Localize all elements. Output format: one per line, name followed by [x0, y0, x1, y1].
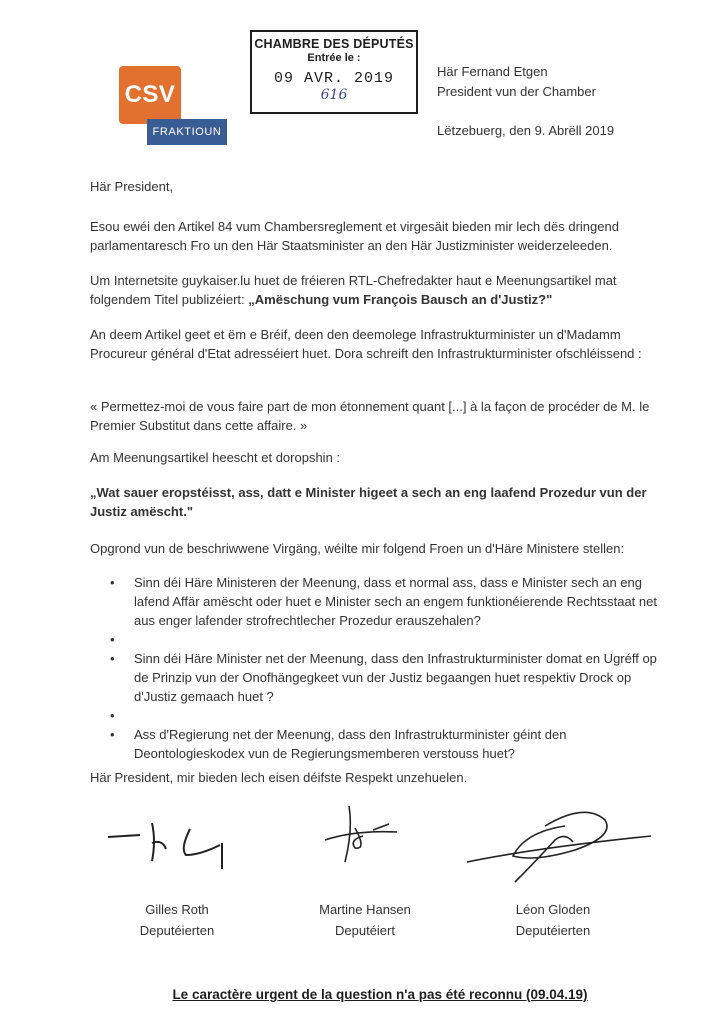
paragraph-questions-intro: Opgrond vun de beschriwwene Virgäng, wéilte mir folgend Froen un d'Häre Ministere stellen:	[90, 541, 625, 556]
quote-french: « Permettez-moi de vous faire part de mon étonnement quant [...] à la façon de procéder de M. le Premier Substitut dans cette affaire. »	[90, 399, 650, 433]
list-item: • Sinn déi Häre Ministeren der Meenung, dass et normal ass, dass e Minister sech an eng lafend Affär amëscht oder huet e Minister sech an engem funktionéierende Rechtsstaat net aus enger lafender strofrechtlecher Prozedur erauszehalen?	[108, 573, 668, 630]
logo-sub-text: FRAKTIOUN	[152, 126, 222, 138]
paragraph-intro: Esou ewéi den Artikel 84 vum Chambersreglement et virgesäit bieden mir lech dës dringend parlamentaresch Fro un den Här Staatsminister an den Här Justizminister weiderzeleeden.	[90, 219, 619, 253]
signatory-roth	[107, 899, 247, 941]
place-date: Lëtzebuerg, den 9. Abrëll 2019	[437, 123, 615, 138]
list-item: • Ass d'Regierung net der Meenung, dass den Infrastrukturminister géint den Deontologieskodex vun de Regierungsmemberen verstouss huet?	[108, 725, 668, 763]
salutation: Här President,	[90, 179, 174, 194]
bold-quote: „Wat sauer eropstéisst, ass, datt e Minister higeet a sech an eng laafend Prozedur vun der Justiz amëscht."	[90, 485, 647, 519]
signature-hansen	[315, 800, 410, 865]
list-item	[108, 630, 668, 649]
signatory-gloden	[483, 899, 623, 941]
paragraph-source-text: Um Internetsite guykaiser.lu huet de fréieren RTL-Chefredakter haut e Meenungsartikel mat folgendem Titel publizéiert:	[90, 273, 617, 307]
signatory-name: Gilles Roth	[145, 902, 209, 917]
stamp-title: CHAMBRE DES DÉPUTÉS	[254, 37, 414, 51]
paragraph-letter: An deem Artikel geet et ëm e Bréif, deen den deemolege Infrastrukturminister un d'Madamm Procureur général d'Etat adresséiert huet. Dora schreift den Infrastrukturminister ofschléissend :	[90, 327, 642, 361]
signatory-title: Deputéierten	[515, 923, 591, 938]
stamp-entry-label: Entrée le :	[307, 52, 361, 64]
addressee-name: Här Fernand Etgen	[437, 64, 548, 79]
list-item: • Sinn déi Häre Minister net der Meenung, dass den Infrastrukturminister domat en Ugréff op de Prinzip vun der Onofhängegkeet vun der Justiz begaangen huet respektiv Drock op d'Justiz gemaach huet ?	[108, 649, 668, 706]
csv-logo	[119, 66, 181, 124]
signatory-name: Martine Hansen	[319, 902, 411, 917]
logo-text: CSV	[124, 81, 176, 108]
signatory-name: Léon Gloden	[515, 902, 591, 917]
signature-gloden	[455, 802, 655, 887]
reception-stamp	[250, 30, 418, 114]
urgency-note: Le caractère urgent de la question n'a pas été reconnu (09.04.19)	[172, 987, 588, 1002]
closing: Här President, mir bieden lech eisen déifste Respekt unzehuelen.	[90, 770, 468, 785]
signatory-hansen	[295, 899, 435, 941]
article-title: „Amëschung vum François Bausch an d'Justiz?"	[248, 292, 553, 307]
stamp-date: 09 AVR. 2019	[273, 70, 395, 87]
addressee-role: President vun der Chamber	[437, 84, 596, 99]
signature-roth	[100, 815, 250, 875]
signatory-title: Deputéierten	[139, 923, 215, 938]
stamp-number: 616	[320, 87, 348, 103]
paragraph-opinion: Am Meenungsartikel heescht et doropshin :	[90, 450, 341, 465]
fraktioun-badge	[147, 119, 227, 145]
signatory-title: Deputéiert	[335, 923, 395, 938]
list-item	[108, 706, 668, 725]
questions-list	[108, 573, 668, 763]
paragraph-source	[90, 271, 670, 309]
